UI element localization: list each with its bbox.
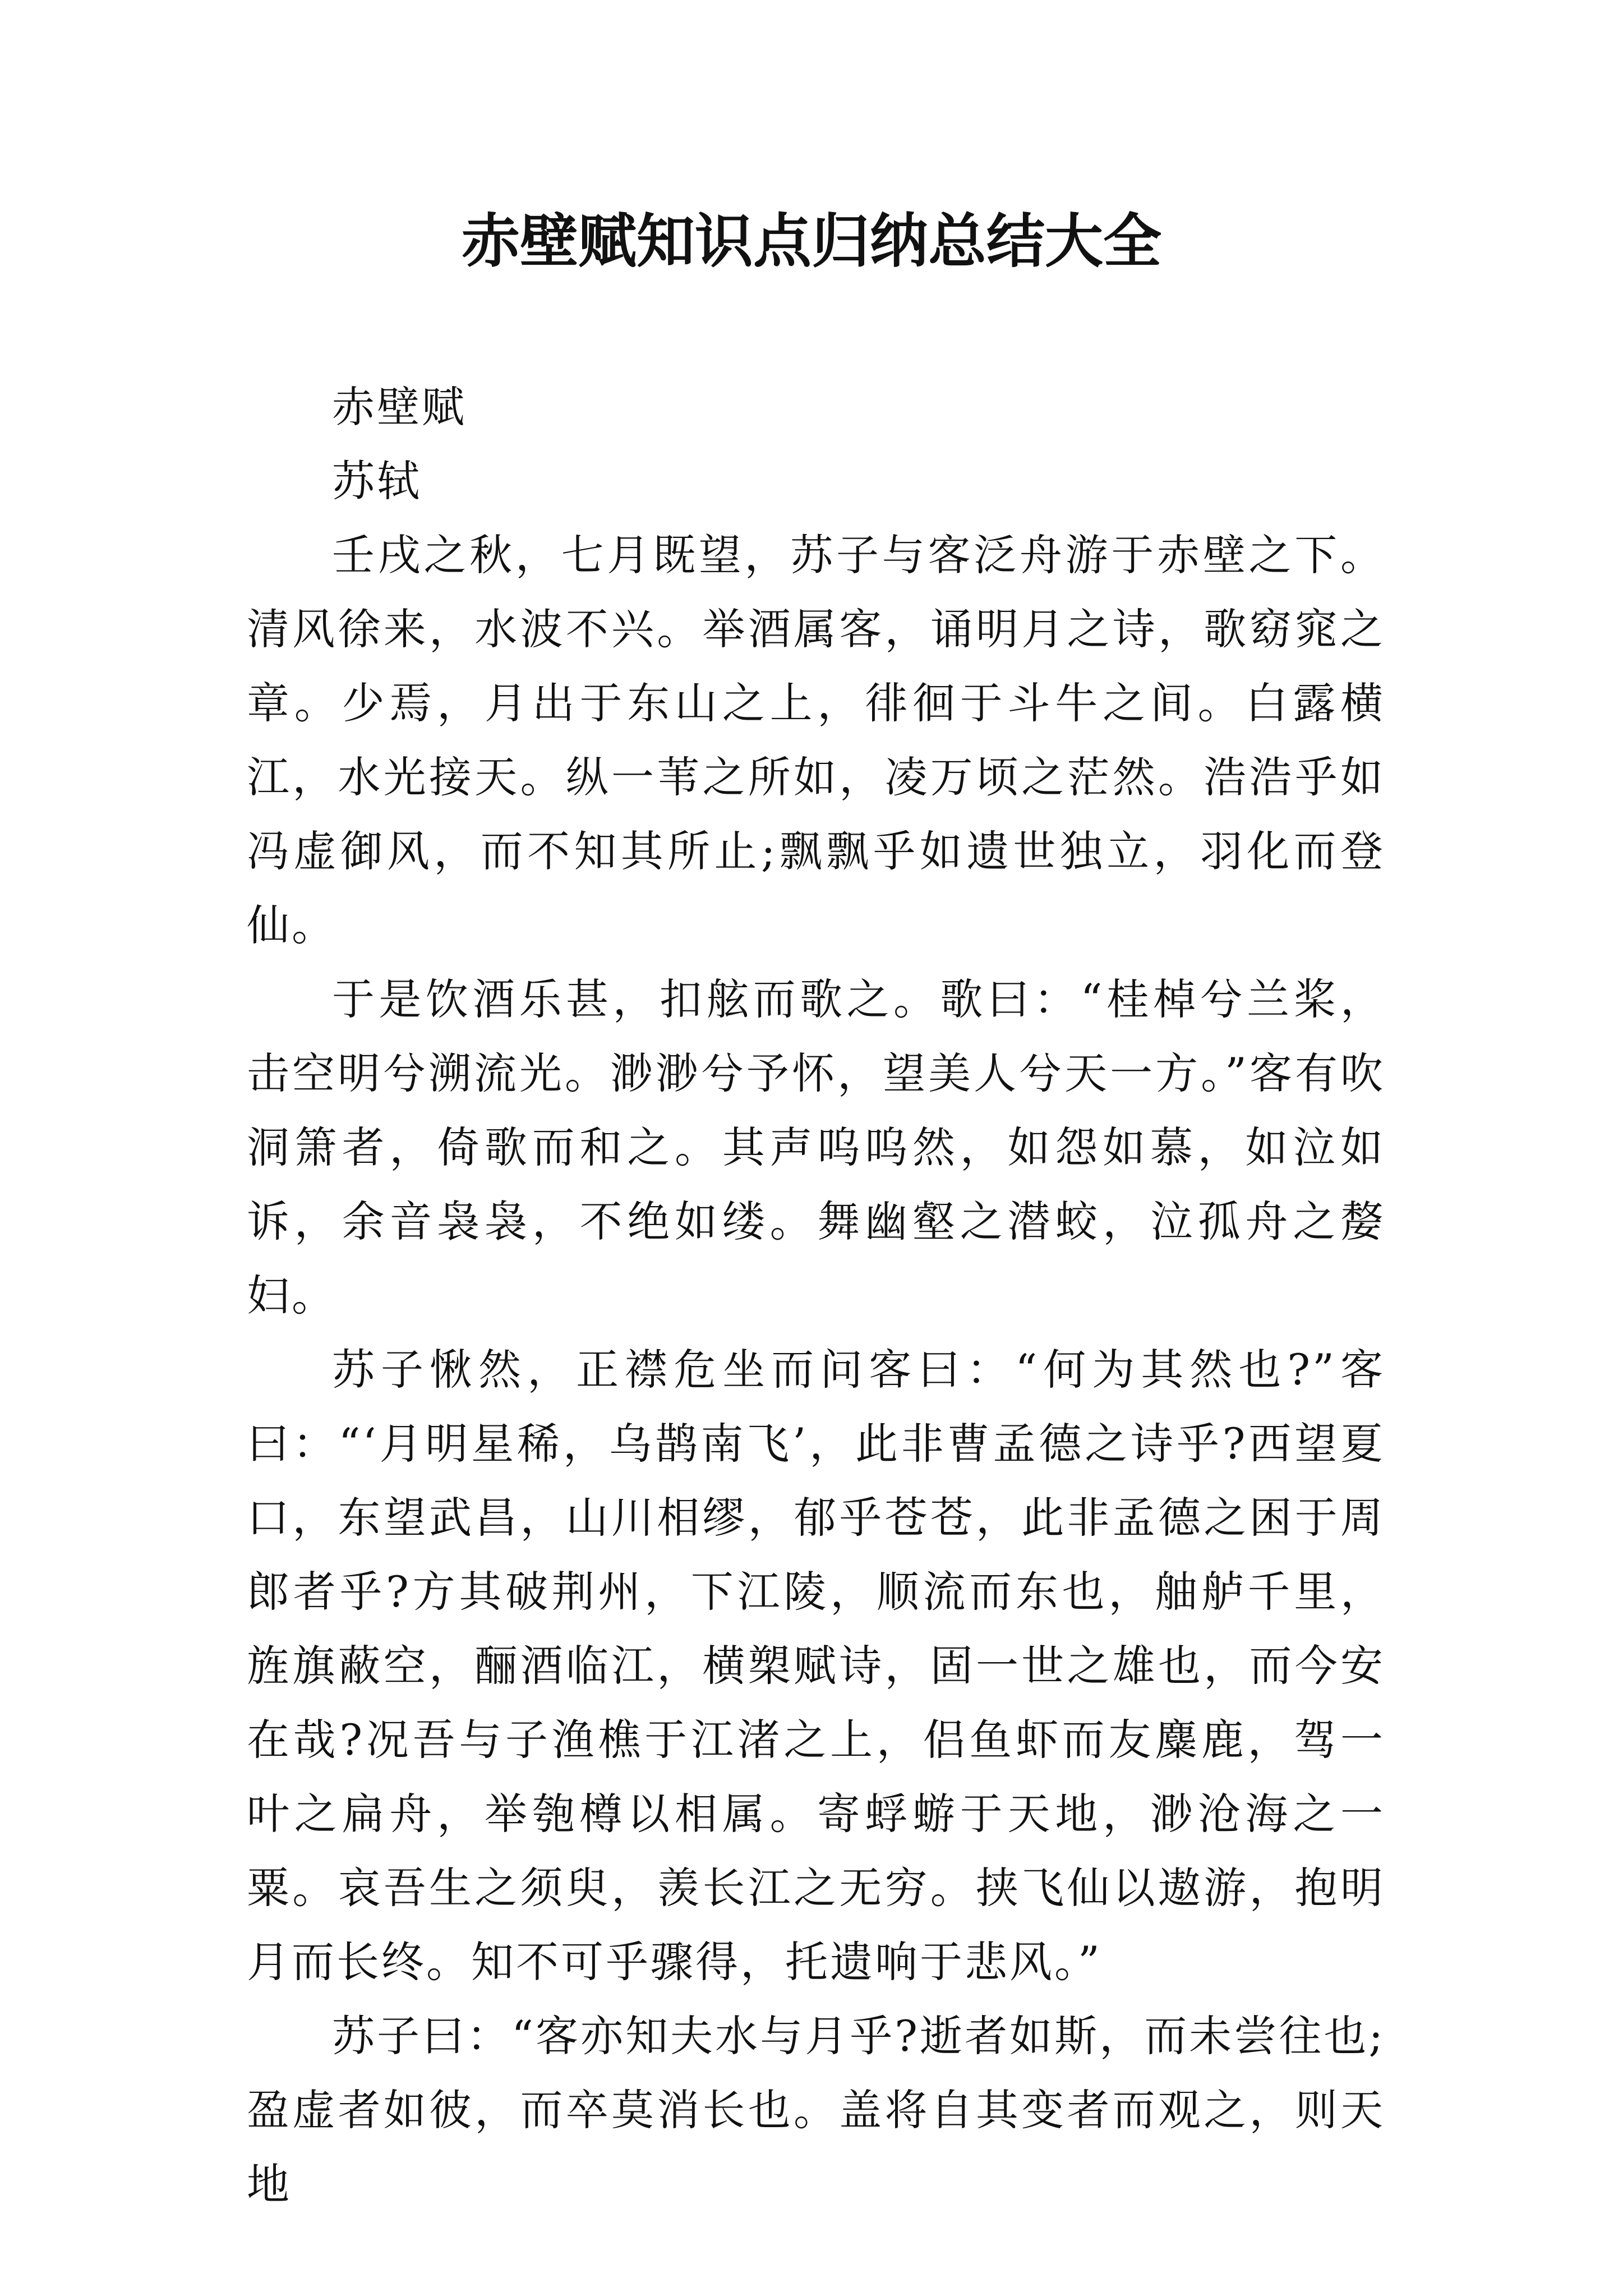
poem-title: 赤壁赋: [332, 382, 467, 432]
document-title: 赤壁赋知识点归纳总结大全: [461, 206, 1161, 275]
paragraph: 于是饮酒乐甚，扣舷而歌之。歌曰：“桂棹兮兰桨，击空明兮溯流光。渺渺兮予怀，望美人兮天一方。”客有吹洞箫者，倚歌而和之。其声呜呜然，如怨如慕，如泣如诉，余音袅袅，不绝如缕。舞幽壑之潜蛟，泣孤舟之嫠妇。: [247, 974, 1385, 1320]
paragraph: 苏子曰：“客亦知夫水与月乎?逝者如斯，而未尝往也;盈虚者如彼，而卒莫消长也。盖将自其变者而观之，则天地: [247, 2011, 1385, 2209]
paragraph: 壬戌之秋，七月既望，苏子与客泛舟游于赤壁之下。清风徐来，水波不兴。举酒属客，诵明月之诗，歌窈窕之章。少焉，月出于东山之上，徘徊于斗牛之间。白露横江，水光接天。纵一苇之所如，凌万顷之茫然。浩浩乎如冯虚御风，而不知其所止;飘飘乎如遗世独立，羽化而登仙。: [247, 530, 1385, 950]
paragraph: 苏子愀然，正襟危坐而问客曰：“何为其然也?”客曰：“‘月明星稀，乌鹊南飞’，此非曹孟德之诗乎?西望夏口，东望武昌，山川相缪，郁乎苍苍，此非孟德之困于周郎者乎?方其破荆州，下江陵，顺流而东也，舳舻千里，旌旗蔽空，酾酒临江，横槊赋诗，固一世之雄也，而今安在哉?况吾与子渔樵于江渚之上，侣鱼虾而友麋鹿，驾一叶之扁舟，举匏樽以相属。寄蜉蝣于天地，渺沧海之一粟。哀吾生之须臾，羡长江之无穷。挟飞仙以遨游，抱明月而长终。知不可乎骤得，托遗响于悲风。”: [247, 1345, 1385, 1987]
author-name: 苏轼: [332, 456, 422, 506]
document-body: [247, 370, 1385, 2221]
